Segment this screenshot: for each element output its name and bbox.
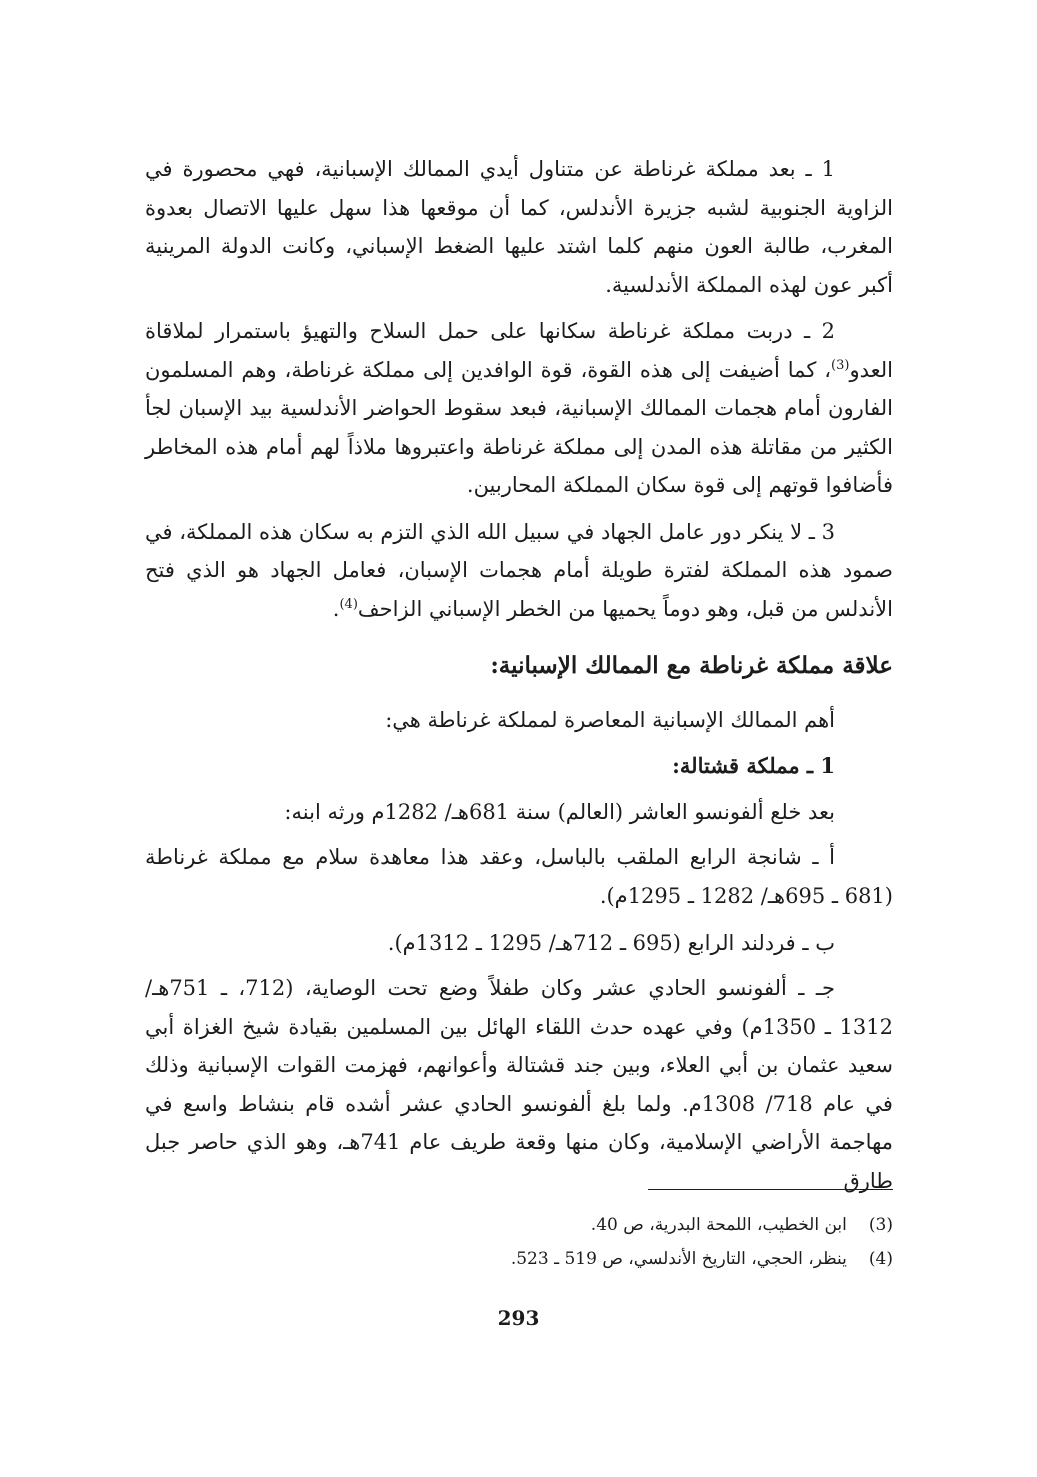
footnote-number: (4) bbox=[868, 1249, 893, 1269]
section-heading: علاقة مملكة غرناطة مع الممالك الإسبانية: bbox=[490, 652, 893, 679]
footnote-text: ينظر، الحجي، التاريخ الأندلسي، ص 519 ـ 523. bbox=[510, 1249, 847, 1269]
footnote-ref-4: (4) bbox=[339, 596, 358, 612]
item-a: أ ـ شانجة الرابع الملقب بالباسل، وعقد هذا معاهدة سلام مع مملكة غرناطة (681 ـ 695هـ/ 1282 ـ 1295م). bbox=[145, 845, 893, 908]
subheading-castile: 1 ـ مملكة قشتالة: bbox=[672, 753, 835, 778]
footnote-3 bbox=[145, 1208, 893, 1242]
paragraph-3-text-start: 3 ـ لا ينكر دور عامل الجهاد في سبيل الله الذي التزم به سكان هذه المملكة، في صمود هذه المملكة لفترة طويلة أمام هجمات الإسبان، فعامل الجهاد هو الذي فتح الأندلس من قبل، وهو دوماً يحميها من الخطر الإسباني الزاحف bbox=[145, 519, 893, 621]
paragraph-1: 1 ـ بعد مملكة غرناطة عن متناول أيدي الممالك الإسبانية، فهي محصورة في الزاوية الجنوبية لشبه جزيرة الأندلس، كما أن موقعها هذا سهل عليها الاتصال بعدوة المغرب، طالبة العون منهم كلما اشتد عليها الضغط الإسباني، وكانت الدولة المرينية أكبر عون لهذه المملكة الأندلسية. bbox=[145, 157, 893, 297]
item-b: ب ـ فردلند الرابع (695 ـ 712هـ/ 1295 ـ 1312م). bbox=[387, 931, 835, 955]
footnote-text: ابن الخطيب، اللمحة البدرية، ص 40. bbox=[590, 1215, 847, 1235]
paragraph-2 bbox=[145, 312, 893, 505]
footnote-number: (3) bbox=[868, 1215, 893, 1235]
paragraph-3-text-end: . bbox=[332, 596, 340, 621]
paragraph-2-text-end: ، كما أضيفت إلى هذه القوة، قوة الوافدين إلى مملكة غرناطة، وهم المسلمون الفارون أمام هجمات الممالك الإسبانية، فبعد سقوط الحواضر الأندلسية بيد الإسبان لجأ الكثير من مقاتلة هذه المدن إلى مملكة غرناطة واعتبروها ملاذاً لهم أمام هذه المخاطر فأضافوا قوتهم إلى قوة سكان المملكة المحاربين. bbox=[145, 357, 893, 497]
footnotes bbox=[145, 1208, 893, 1276]
item-c: جـ ـ ألفونسو الحادي عشر وكان طفلاً وضع تحت الوصاية، (712، ـ 751هـ/ 1312 ـ 1350م) وفي عهده حدث اللقاء الهائل بين المسلمين بقيادة شيخ الغزاة أبي سعيد عثمان بن أبي العلاء، وبين جند قشتالة وأعوانهم، فهزمت القوات الإسبانية وذلك في عام 718/ 1308م. ولما بلغ ألفونسو الحادي عشر أشده قام بنشاط واسع في مهاجمة الأراضي الإسلامية، وكان منها وقعة طريف عام 741هـ، وهو الذي حاصر جبل طارق bbox=[145, 976, 893, 1193]
page-body bbox=[145, 150, 893, 1208]
footnote-4 bbox=[145, 1242, 893, 1276]
footnote-divider bbox=[648, 1189, 893, 1190]
intro-line: أهم الممالك الإسبانية المعاصرة لمملكة غرناطة هي: bbox=[385, 708, 835, 732]
paragraph-2-text-start: 2 ـ دربت مملكة غرناطة سكانها على حمل السلاح والتهيؤ باستمرار لملاقاة العدو bbox=[145, 319, 893, 382]
page-number: 293 bbox=[497, 1306, 540, 1330]
paragraph-3 bbox=[145, 513, 893, 629]
succession-line: بعد خلع ألفونسو العاشر (العالم) سنة 681هـ/ 1282م ورثه ابنه: bbox=[284, 800, 835, 824]
footnote-ref-3: (3) bbox=[831, 357, 850, 373]
